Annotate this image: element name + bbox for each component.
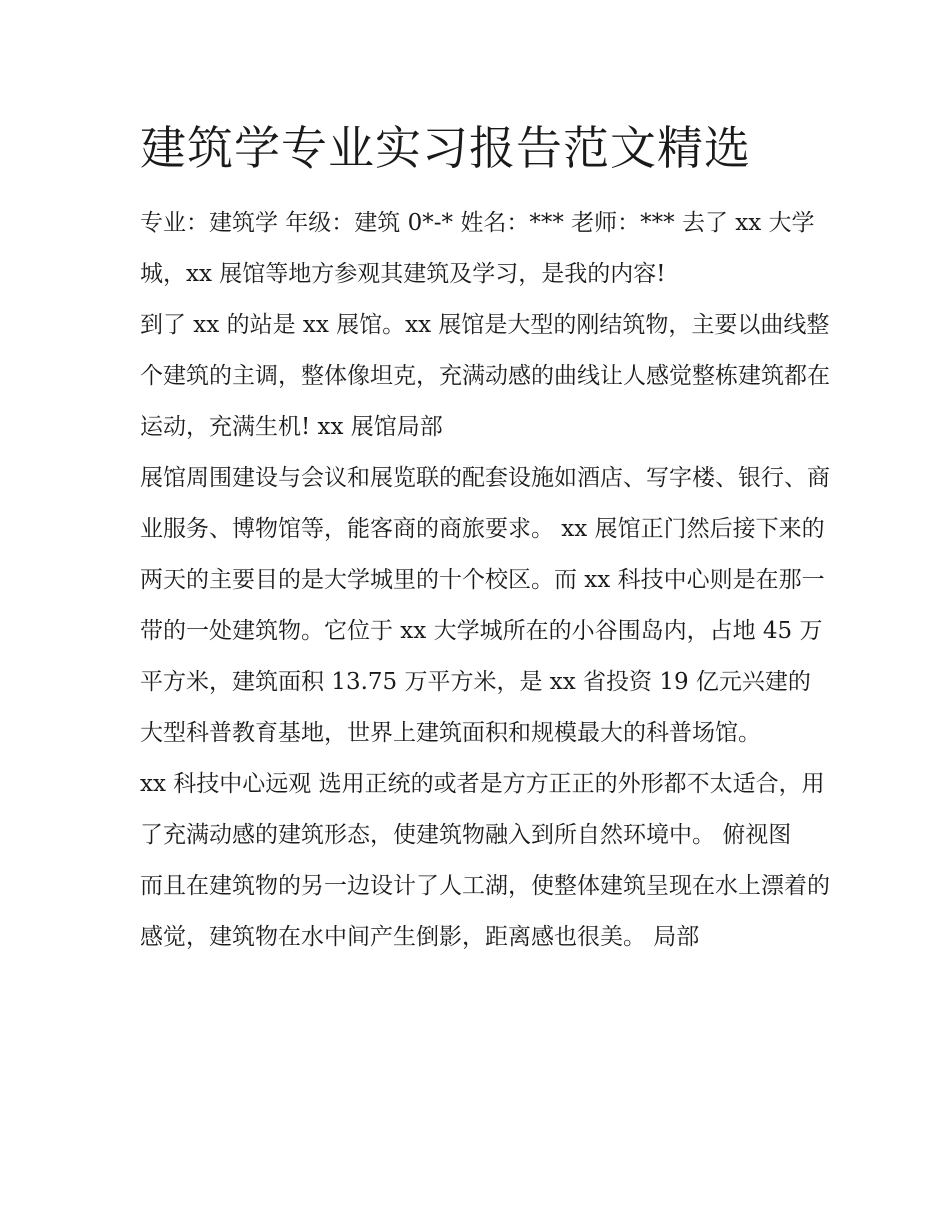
paragraph-surroundings-science-center: 展馆周围建设与会议和展览联的配套设施如酒店、写字楼、银行、商业服务、博物馆等，能客商的商旅要求。 xx 展馆正门然后接下来的两天的主要目的是大学城里的十个校区。而 xx 科技中心则是在那一带的一处建筑物。它位于 xx 大学城所在的小谷围岛内，占地 45 万平方米，建筑面积 13.75 万平方米，是 xx 省投资 19 亿元兴建的大型科普教育基地，世界上建筑面积和规模最大的科普场馆。 bbox=[140, 465, 830, 746]
document-title: 建筑学专业实习报告范文精选 bbox=[140, 121, 751, 175]
document-body bbox=[140, 198, 830, 963]
paragraph-artificial-lake: 而且在建筑物的另一边设计了人工湖，使整体建筑呈现在水上漂着的感觉，建筑物在水中间产生倒影，距离感也很美。 局部 bbox=[140, 873, 830, 950]
paragraph-science-center-form: xx 科技中心远观 选用正统的或者是方方正正的外形都不太适合，用了充满动感的建筑形态，使建筑物融入到所自然环境中。 俯视图 bbox=[140, 771, 825, 848]
paragraph-intro: 专业：建筑学 年级：建筑 0*-* 姓名：*** 老师：*** 去了 xx 大学城，xx 展馆等地方参观其建筑及学习，是我的内容! bbox=[140, 210, 815, 287]
paragraph-exhibition-hall: 到了 xx 的站是 xx 展馆。xx 展馆是大型的刚结筑物，主要以曲线整个建筑的主调，整体像坦克，充满动感的曲线让人感觉整栋建筑都在运动，充满生机! xx 展馆局部 bbox=[140, 312, 830, 440]
